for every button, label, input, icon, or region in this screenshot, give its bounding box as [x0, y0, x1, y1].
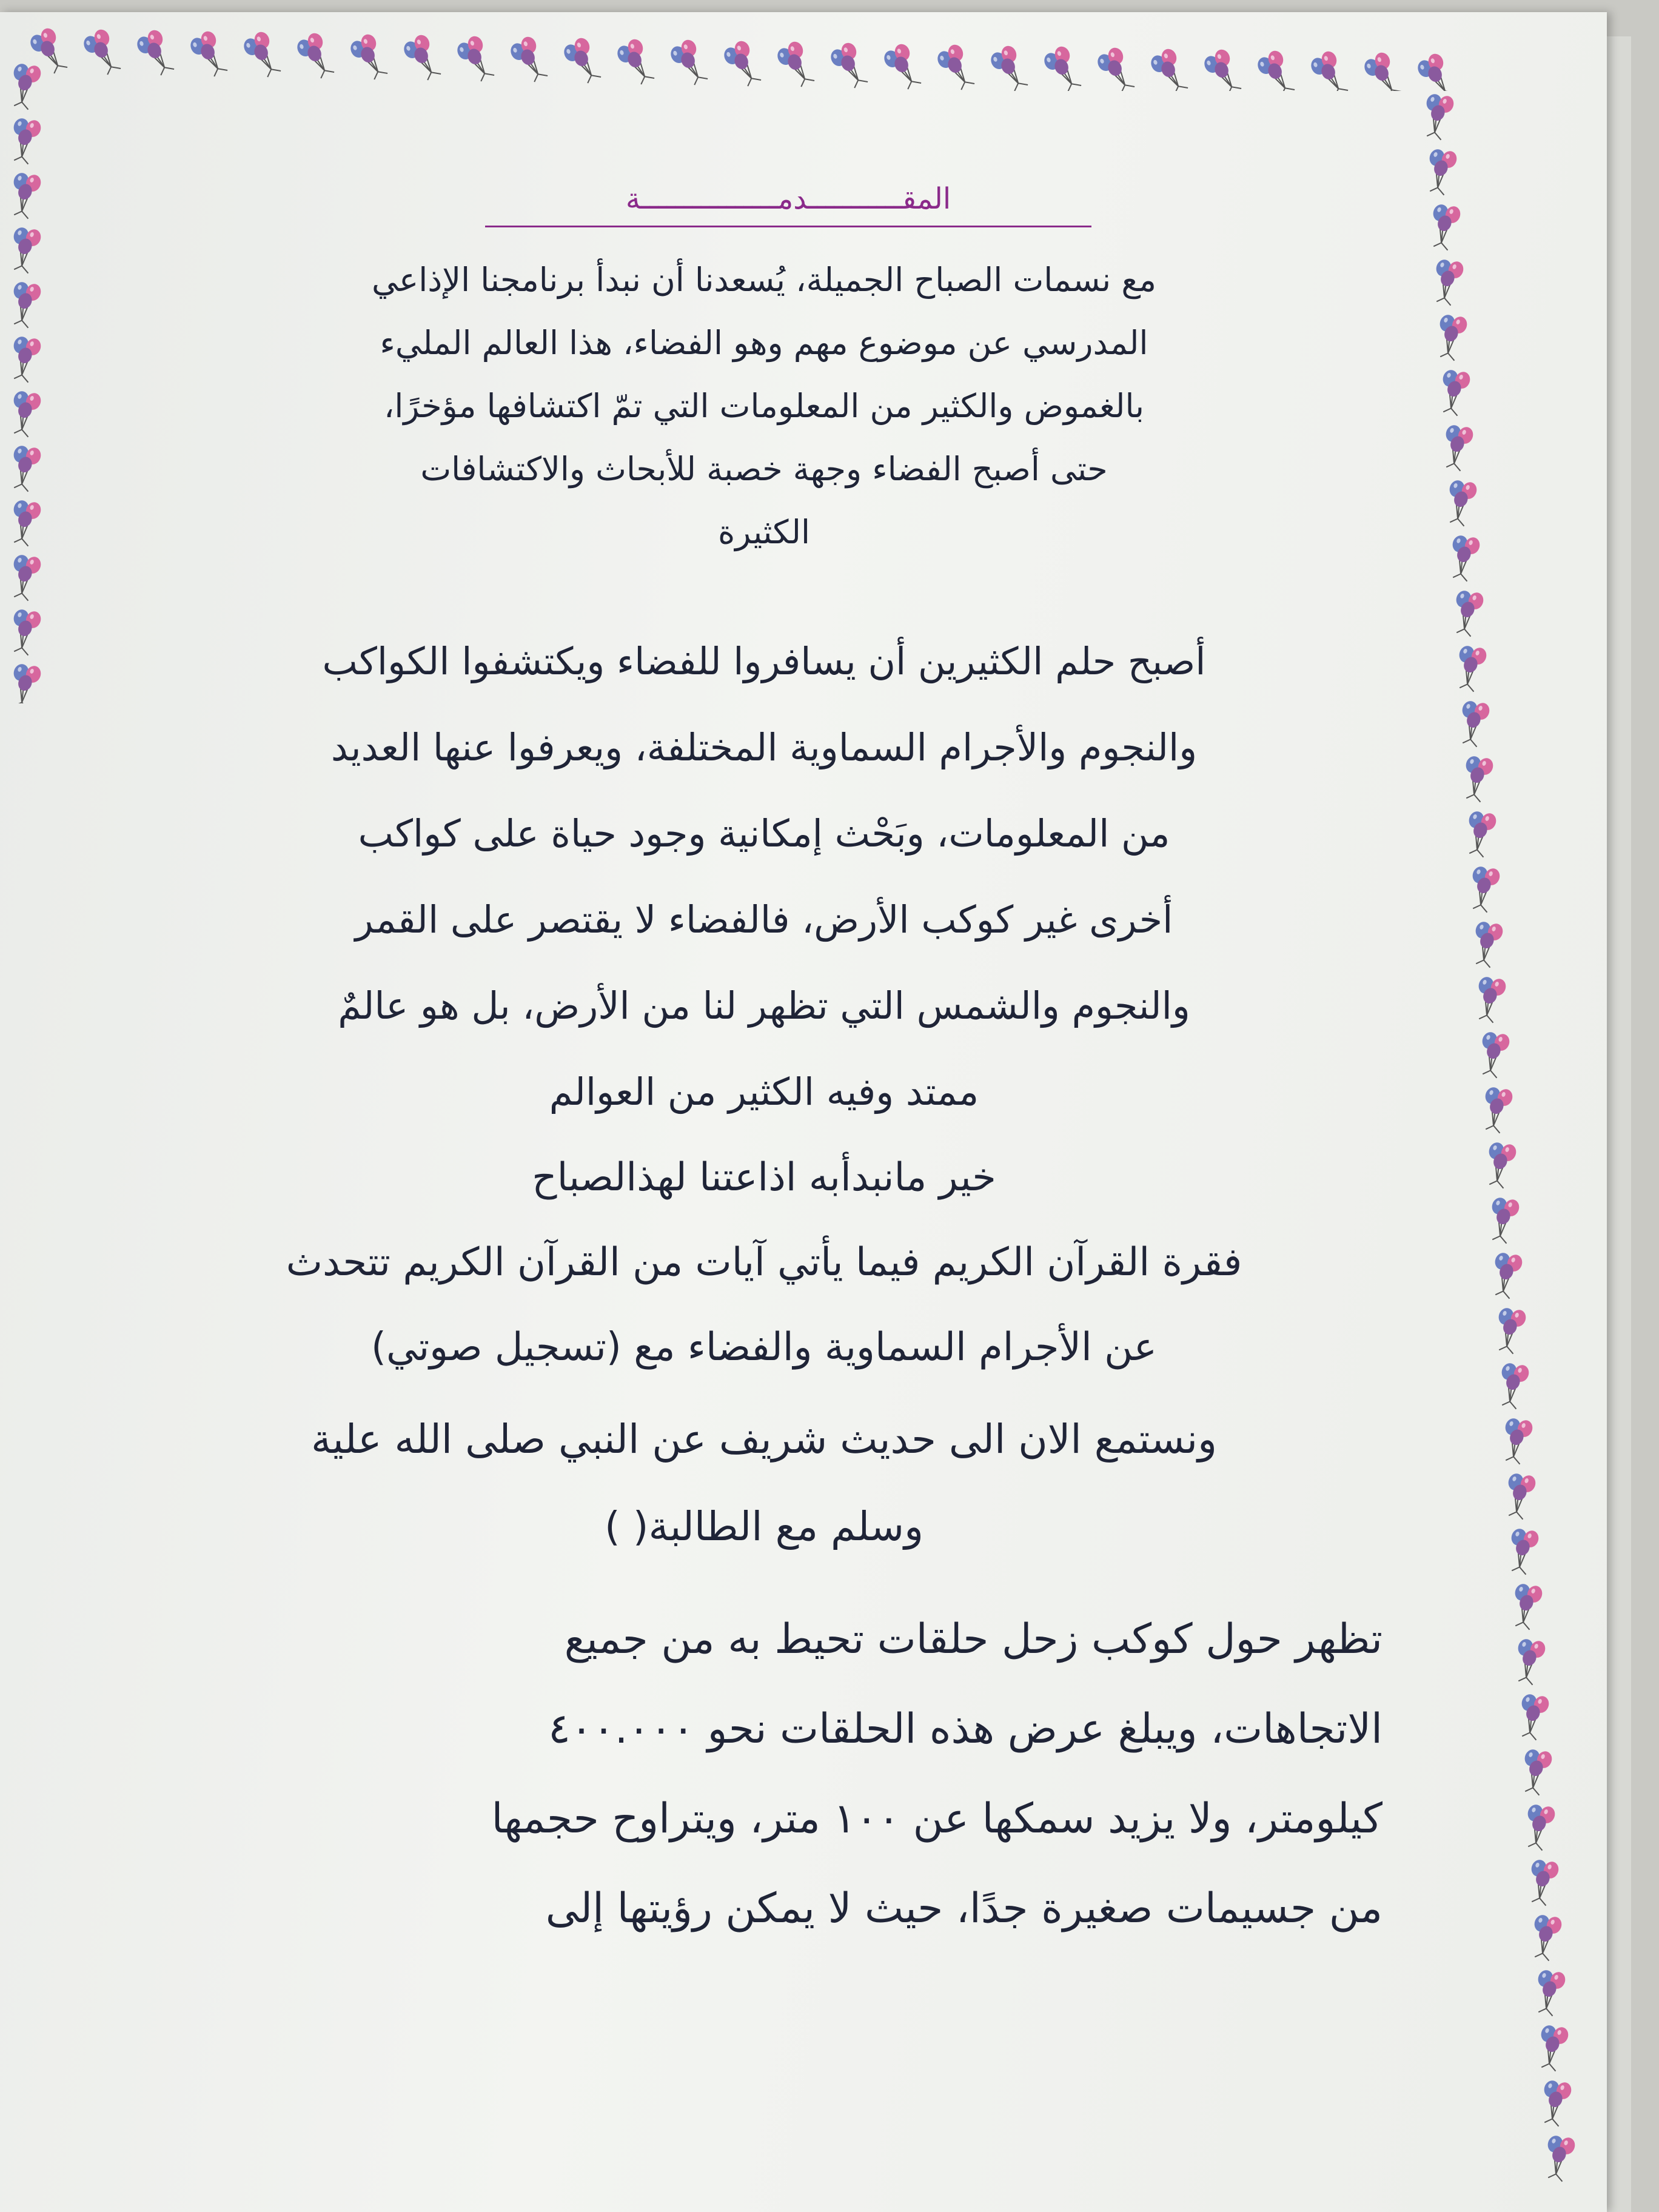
- balloon-cluster-icon: [0, 218, 55, 280]
- balloon-cluster-icon: [1432, 526, 1495, 588]
- balloon-cluster-icon: [498, 28, 560, 91]
- balloon-cluster-icon: [71, 24, 133, 83]
- balloon-cluster-icon: [1472, 1188, 1534, 1250]
- balloon-cluster-icon: [711, 33, 774, 91]
- paragraph-saturn-rings: تظهر حول كوكب زحل حلقات تحيط به من جميع الاتجاهات، ويبلغ عرض هذه الحلقات نحو ٤٠٠.٠٠٠ كيلومتر، ولا يزيد سمكها عن ١٠٠ متر، ويتراوح حجمها من جسيمات صغيرة جدًا، حيث لا يمكن رؤيتها إلى: [491, 1615, 1382, 1932]
- balloon-cluster-icon: [1517, 1960, 1580, 2023]
- balloon-cluster-icon: [1416, 250, 1478, 312]
- decorative-border-right: [1407, 91, 1601, 2201]
- balloon-cluster-icon: [551, 30, 614, 91]
- balloon-cluster-icon: [1498, 1629, 1560, 1692]
- balloon-cluster-icon: [1501, 1684, 1563, 1747]
- balloon-cluster-icon: [0, 109, 55, 171]
- balloon-cluster-icon: [1511, 1850, 1574, 1912]
- balloon-cluster-icon: [1491, 1519, 1553, 1581]
- balloon-cluster-icon: [1514, 1905, 1577, 1968]
- balloon-cluster-icon: [1465, 1078, 1527, 1140]
- balloon-cluster-icon: [1507, 1795, 1570, 1857]
- balloon-cluster-icon: [1031, 38, 1094, 91]
- balloon-cluster-icon: [0, 381, 55, 444]
- balloon-cluster-icon: [1085, 39, 1147, 91]
- balloon-cluster-icon: [1298, 43, 1361, 91]
- balloon-cluster-icon: [0, 545, 55, 608]
- decorative-border-top: [24, 24, 1480, 91]
- balloon-cluster-icon: [1481, 1353, 1544, 1416]
- balloon-cluster-icon: [1405, 45, 1467, 91]
- balloon-cluster-icon: [1191, 41, 1254, 91]
- balloon-cluster-icon: [871, 35, 934, 91]
- balloon-cluster-icon: [978, 38, 1041, 91]
- balloon-cluster-icon: [0, 272, 55, 335]
- balloon-cluster-icon: [1413, 195, 1475, 257]
- balloon-cluster-icon: [0, 54, 55, 116]
- paragraph-intro: مع نسمات الصباح الجميلة، يُسعدنا أن نبدأ برنامجنا الإذاعي المدرسي عن موضوع مهم وهو الفضاء، هذا العالم المليء بالغموض والكثير من المعلومات التي تمّ اكتشافها مؤخرًا، حتى أصبح الفضاء وجهة خصبة للأبحاث والاكتشافات الكثيرة: [372, 261, 1156, 551]
- balloon-cluster-icon: [1419, 305, 1481, 367]
- balloon-cluster-icon: [1435, 581, 1498, 643]
- balloon-cluster-icon: [658, 32, 720, 91]
- balloon-cluster-icon: [1478, 1298, 1541, 1361]
- balloon-cluster-icon: [1504, 1740, 1567, 1802]
- balloon-cluster-icon: [444, 28, 507, 90]
- balloon-cluster-icon: [0, 600, 55, 662]
- balloon-cluster-icon: [1495, 1574, 1557, 1637]
- balloon-cluster-icon: [1245, 42, 1307, 91]
- balloon-cluster-icon: [1521, 2016, 1583, 2078]
- balloon-cluster-icon: [1455, 912, 1518, 974]
- balloon-cluster-icon: [605, 30, 667, 91]
- balloon-cluster-icon: [1439, 636, 1501, 699]
- balloon-cluster-icon: [391, 27, 454, 89]
- paragraph-quran-segment: خير مانبدأبه اذاعتنا لهذالصباح فقرة القرآن الكريم فيما يأتي آيات من القرآن الكريم تتحدث عن الأجرام السماوية والفضاء مع (تسجيل صوتي): [286, 1155, 1242, 1370]
- balloon-cluster-icon: [1423, 360, 1485, 423]
- balloon-cluster-icon: [338, 25, 400, 88]
- balloon-cluster-icon: [1452, 857, 1514, 919]
- document-body: [133, 249, 1395, 1954]
- title-underline: [485, 226, 1091, 227]
- balloon-cluster-icon: [0, 327, 55, 389]
- balloon-cluster-icon: [284, 25, 347, 87]
- decorative-border-left: [0, 24, 67, 703]
- balloon-cluster-icon: [1462, 1022, 1524, 1085]
- balloon-cluster-icon: [1442, 691, 1504, 754]
- balloon-cluster-icon: [925, 36, 987, 91]
- paragraph-hadith-segment: ونستمع الان الى حديث شريف عن النبي صلى الله علية وسلم مع الطالبة( ): [310, 1416, 1218, 1550]
- balloon-cluster-icon: [818, 35, 880, 91]
- balloon-cluster-icon: [1488, 1464, 1550, 1526]
- balloon-cluster-icon: [1458, 967, 1521, 1030]
- balloon-cluster-icon: [124, 24, 187, 84]
- balloon-cluster-icon: [0, 436, 55, 498]
- balloon-cluster-icon: [1524, 2071, 1586, 2133]
- balloon-cluster-icon: [1449, 802, 1511, 864]
- balloon-cluster-icon: [1475, 1243, 1537, 1305]
- balloon-cluster-icon: [765, 33, 827, 91]
- balloon-cluster-icon: [1352, 44, 1414, 91]
- balloon-cluster-icon: [1409, 139, 1472, 202]
- balloon-cluster-icon: [1527, 2126, 1590, 2188]
- balloon-cluster-icon: [1426, 415, 1488, 478]
- page-edge: [1607, 36, 1631, 2212]
- balloon-cluster-icon: [1407, 91, 1468, 146]
- balloon-cluster-icon: [1446, 746, 1508, 809]
- balloon-cluster-icon: [0, 491, 55, 553]
- balloon-cluster-icon: [1429, 471, 1492, 533]
- balloon-cluster-icon: [1484, 1409, 1547, 1471]
- balloon-cluster-icon: [178, 24, 240, 85]
- balloon-cluster-icon: [1138, 40, 1201, 91]
- balloon-cluster-icon: [231, 24, 293, 86]
- balloon-cluster-icon: [0, 163, 55, 226]
- balloon-cluster-icon: [1468, 1133, 1530, 1195]
- paragraph-space-dream: أصبح حلم الكثيرين أن يسافروا للفضاء ويكتشفوا الكواكب والنجوم والأجرام السماوية المختلفة، ويعرفوا عنها العديد من المعلومات، وبَحْث إمكانية وجود حياة على كواكب أخرى غير كوكب الأرض، فالفضاء لا يقتصر على القمر والنجوم والشمس التي تظهر لنا من الأرض، بل هو عالمٌ ممتد وفيه الكثير من العوالم: [322, 639, 1206, 1114]
- balloon-cluster-icon: [0, 654, 55, 703]
- page-title: المقـــــــــــدمــــــــــــــــة: [625, 182, 951, 216]
